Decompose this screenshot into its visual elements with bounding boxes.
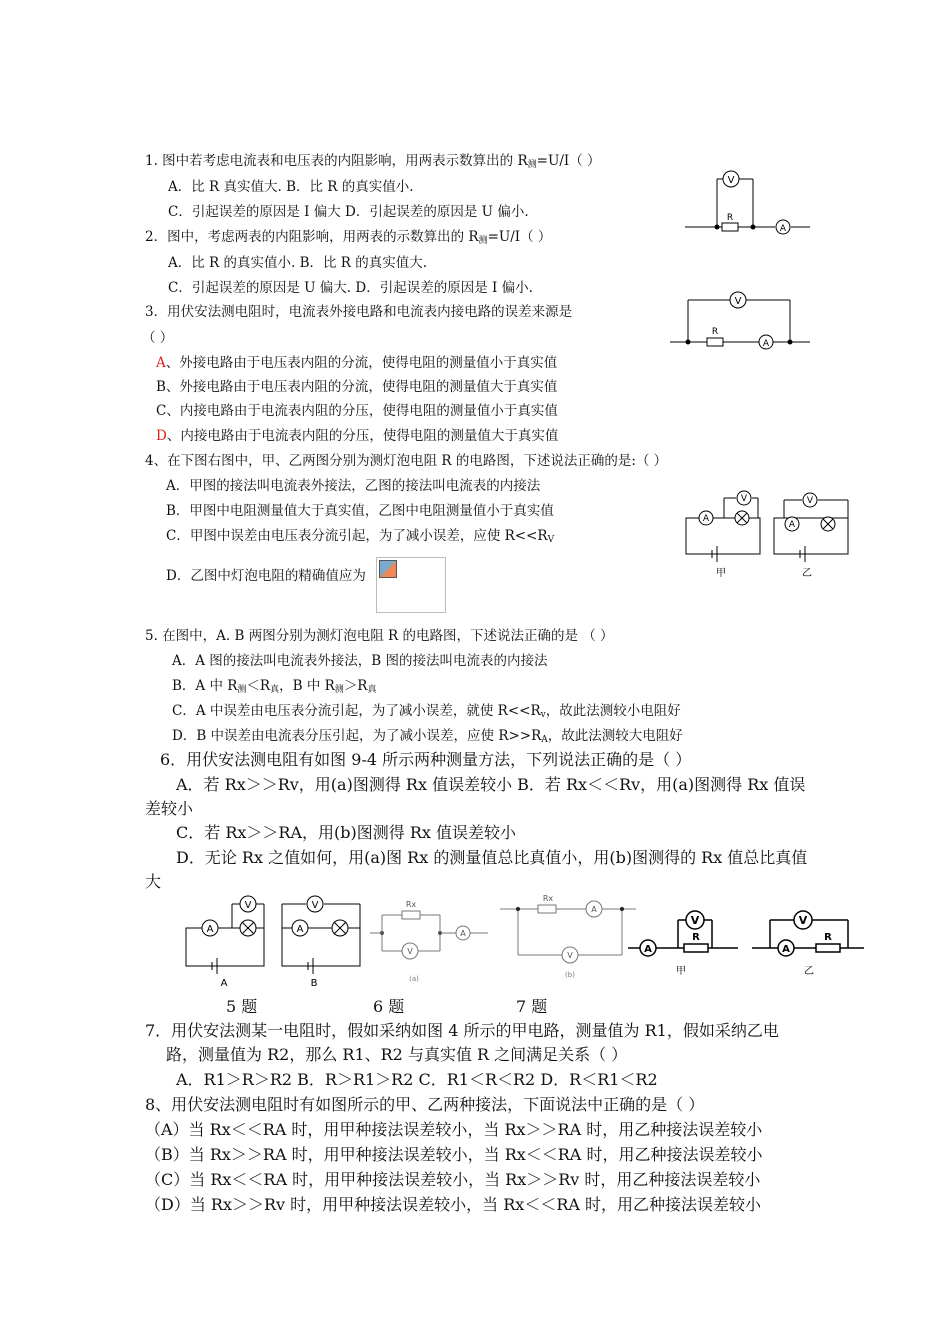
q2-stem: 2．图中，考虑两表的内阻影响，用两表的示数算出的 $R_测=U/I$（ ）: [145, 229, 552, 246]
q7-stem: 7．用伏安法测某一电阻时，假如采纳如图 4 所示的甲电路，测量值为 R1，假如采纳乙电: [145, 1021, 779, 1040]
q2-voltmeter-label: V: [734, 296, 742, 307]
caption-7: 7 题: [516, 997, 548, 1016]
q3-option-a: A、外接电路由于电压表内阻的分流，使得电阻的测量值小于真实值: [156, 355, 558, 371]
q6-option-d: D．无论 Rx 之值如何，用(a)图 Rx 的测量值总比真值小，用(b)图测得的 Rx 值总比真值: [176, 848, 808, 867]
q4-jia-label: 甲: [716, 568, 726, 579]
caption-5: 5 题: [226, 997, 258, 1016]
fig-6a-ammeter-label: A: [460, 929, 466, 938]
q7-circuit-yi: [752, 908, 864, 978]
q4-option-d: D．乙图中灯泡电阻的精确值应为: [166, 568, 366, 584]
q1-voltmeter-label: V: [727, 175, 735, 186]
q4-option-a: A．甲图的接法叫电流表外接法，乙图的接法叫电流表的内接法: [166, 478, 541, 494]
fig-yi-label: 乙: [804, 966, 814, 977]
fig-6b-ammeter-label: A: [591, 905, 597, 914]
q6-options-ab-cont: 差较小: [145, 799, 194, 818]
q1-circuit-diagram: [685, 165, 810, 240]
q8-option-d: （D）当 Rx＞＞Rv 时，用甲种接法误差较小，当 Rx＜＜RA 时，用乙种接法误差较小: [145, 1195, 762, 1214]
fig-jia-voltmeter-label: V: [690, 914, 700, 927]
q4-jia-ammeter-label: A: [702, 514, 710, 524]
q1-stem: 1. 图中若考虑电流表和电压表的内阻影响，用两表示数算出的 $R_测=U/I$（ ）: [145, 153, 601, 170]
fig-6b-voltmeter-label: V: [567, 951, 573, 960]
q6-options-ab: A．若 Rx＞＞Rv，用(a)图测得 Rx 值误差较小 B．若 Rx＜＜Rv，用(a)图测得 Rx 值误: [176, 775, 806, 794]
q5-option-d: D．B 中误差由电流表分压引起，为了减小误差，应使 $R>>R_A$，故此法测较大电阻好: [172, 728, 683, 745]
caption-6: 6 题: [373, 997, 405, 1016]
q6-circuit-b: [500, 893, 636, 985]
fig-6a-rx-label: Rx: [405, 900, 417, 909]
q2-ammeter-label: A: [762, 339, 770, 349]
fig-b-voltmeter-label: V: [311, 900, 319, 911]
q7-circuit-jia: [628, 908, 738, 978]
q1-resistor-label: R: [726, 213, 734, 223]
q6-stem: 6．用伏安法测电阻有如图 9-4 所示两种测量方法，下列说法正确的是（ ）: [160, 750, 692, 769]
q5-option-a: A．A 图的接法叫电流表外接法，B 图的接法叫电流表的内接法: [172, 653, 548, 669]
q5-stem: 5. 在图中，A. B 两图分别为测灯泡电阻 R 的电路图，下述说法正确的是 （ ）: [145, 628, 614, 644]
q2-options-ab: A．比 R 的真实值小. B．比 R 的真实值大.: [168, 255, 428, 271]
fig-yi-ammeter-label: A: [782, 944, 790, 955]
broken-image-icon: [379, 560, 397, 578]
q8-option-c: （C）当 Rx＜＜RA 时，用甲种接法误差较小，当 Rx＞＞Rv 时，用乙种接法误差较小: [145, 1170, 761, 1189]
q5-circuit-b: [276, 890, 366, 990]
q8-option-a: （A）当 Rx＜＜RA 时，用甲种接法误差较小，当 Rx＞＞RA 时，用乙种接法误差较小: [145, 1120, 763, 1139]
fig-jia-resistor-label: R: [692, 932, 700, 943]
q4-stem: 4、在下图右图中，甲、乙两图分别为测灯泡电阻 R 的电路图，下述说法正确的是:（ ）: [145, 453, 668, 469]
q4-yi-voltmeter-label: V: [806, 496, 814, 506]
fig-6a-voltmeter-label: V: [407, 947, 413, 956]
fig-6b-rx-label: Rx: [542, 894, 554, 903]
q4-circuit-diagram: [684, 488, 856, 580]
fig-yi-voltmeter-label: V: [798, 914, 808, 927]
q1-options-cd: C．引起误差的原因是 I 偏大 D．引起误差的原因是 U 偏小.: [168, 204, 529, 220]
q2-options-cd: C．引起误差的原因是 U 偏大. D．引起误差的原因是 I 偏小.: [168, 280, 533, 296]
q5-circuit-a: [180, 890, 270, 990]
q4-option-b: B．甲图中电阻测量值大于真实值，乙图中电阻测量值小于真实值: [166, 503, 554, 519]
fig-jia-label: 甲: [676, 966, 686, 977]
q5-option-c: C．A 中误差由电压表分流引起，为了减小误差，就使 $R<<R_v$，故此法测较小电阻好: [172, 703, 681, 720]
q5-option-b: B．A 中 $R_测<R_真$，B 中 $R_测>R_真$: [172, 678, 377, 695]
q3-option-b: B、外接电路由于电压表内阻的分流，使得电阻的测量值大于真实值: [156, 379, 558, 395]
q1-ammeter-label: A: [779, 224, 787, 234]
q4-yi-label: 乙: [802, 568, 812, 579]
q7-options: A．R1＞R＞R2 B．R＞R1＞R2 C．R1＜R＜R2 D．R＜R1＜R2: [176, 1070, 658, 1089]
fig-b-ammeter-label: A: [296, 924, 304, 935]
q2-resistor-label: R: [711, 327, 719, 337]
q3-option-d: D、内接电路由于电流表内阻的分压，使得电阻的测量值大于真实值: [156, 428, 559, 444]
q4-option-c: C．甲图中误差由电压表分流引起，为了减小误差，应使 $R<<R_V$: [166, 528, 555, 545]
q3-paren: （ ）: [142, 330, 174, 346]
q6-option-c: C．若 Rx＞＞RA，用(b)图测得 Rx 值误差较小: [176, 823, 516, 842]
fig-a-voltmeter-label: V: [244, 900, 252, 911]
fig-a-label: A: [220, 978, 228, 989]
q4-yi-ammeter-label: A: [788, 520, 796, 530]
fig-yi-resistor-label: R: [824, 932, 832, 943]
q8-stem: 8、用伏安法测电阻时有如图所示的甲、乙两种接法，下面说法中正确的是（ ）: [145, 1095, 705, 1114]
q4-jia-voltmeter-label: V: [740, 494, 748, 504]
fig-b-label: B: [310, 978, 318, 989]
q2-circuit-diagram: [670, 290, 810, 352]
fig-6a-caption: (a): [409, 975, 419, 983]
q7-stem-cont: 路，测量值为 R2，那么 R1、R2 与真实值 R 之间满足关系（ ）: [166, 1045, 628, 1064]
fig-jia-ammeter-label: A: [644, 944, 652, 955]
fig-6b-caption: (b): [565, 971, 575, 979]
q6-option-d-cont: 大: [145, 872, 162, 891]
q4-formula-image: [376, 557, 446, 613]
fig-a-ammeter-label: A: [206, 924, 214, 935]
q3-option-c: C、内接电路由于电流表内阻的分压，使得电阻的测量值小于真实值: [156, 403, 558, 419]
q3-stem: 3．用伏安法测电阻时，电流表外接电路和电流表内接电路的误差来源是: [145, 304, 573, 320]
q1-options-ab: A．比 R 真实值大. B．比 R 的真实值小.: [168, 179, 414, 195]
q8-option-b: （B）当 Rx＞＞RA 时，用甲种接法误差较小，当 Rx＜＜RA 时，用乙种接法误差较小: [145, 1145, 763, 1164]
q6-circuit-a: [370, 895, 490, 985]
